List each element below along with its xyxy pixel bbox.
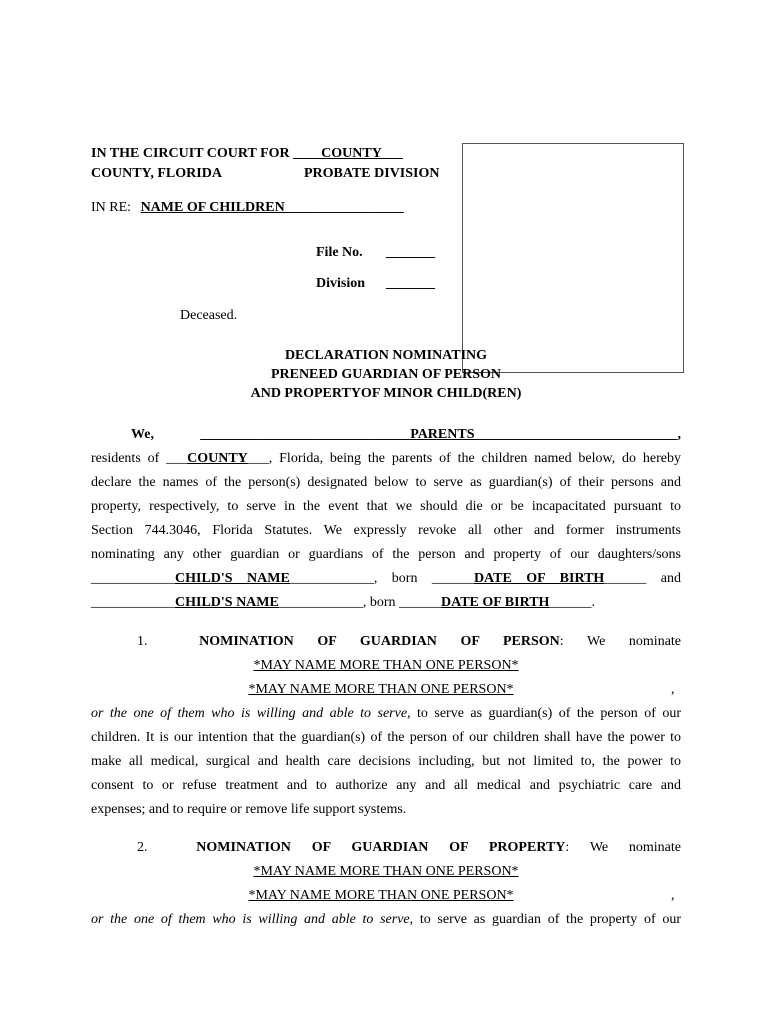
- county-field: COUNTY: [321, 146, 382, 161]
- person-nominee-line-1: *MAY NAME MORE THAN ONE PERSON*: [253, 658, 519, 673]
- section-2-heading: NOMINATION OF GUARDIAN OF PROPERTY: [196, 840, 566, 855]
- file-no-label: File No.: [316, 245, 363, 260]
- probate-division-label: PROBATE DIVISION: [304, 166, 440, 181]
- person-nominee-line-2: *MAY NAME MORE THAN ONE PERSON* ,: [248, 682, 675, 697]
- children-name-field: NAME OF CHILDREN: [140, 200, 285, 215]
- file-no-field: _______: [386, 245, 435, 260]
- section-1-heading: NOMINATION OF GUARDIAN OF PERSON: [199, 634, 560, 649]
- child-1-dob-field: DATE OF BIRTH: [473, 571, 605, 586]
- division-label: Division: [316, 276, 366, 291]
- court-caption-line1: IN THE CIRCUIT COURT FOR ____COUNTY___: [91, 146, 403, 161]
- deceased-label: Deceased.: [180, 308, 238, 323]
- residents-county-field: COUNTY: [187, 451, 248, 466]
- child-1-name-field: CHILD'S NAME: [175, 571, 290, 586]
- division-field: _______: [386, 276, 435, 291]
- intro-paragraph: We, ______________________________PARENTS_____________________________, residents of ___COUNTY___, Florida, being the parents of the children named below, do hereby declare the names of the person(s) designated below to serve as guardian(s) of their persons and property, respectively, to serve in the event that we should die or be incapacitated pursuant to Section 744.3046, Florida Statutes. We expressly revoke all other and former instruments nominating any other guardian or guardians of the person and property of our daughters/sons ____________CHILD'S NAME____________, born ______DATE OF BIRTH______ and ____________CHILD'S NAME____________, born ______DATE OF BIRTH______.: [91, 423, 681, 615]
- child-2-dob-field: DATE OF BIRTH: [441, 595, 550, 610]
- property-nominee-line-2: *MAY NAME MORE THAN ONE PERSON* ,: [248, 888, 675, 903]
- section-2-guardian-of-property: 2. NOMINATION OF GUARDIAN OF PROPERTY: We nominate *MAY NAME MORE THAN ONE PERSON* *MAY NAME MORE THAN ONE PERSON* , or the one of them who is willing and able to serve, to serve as guardian of the property of our: [91, 840, 681, 927]
- document-title: DECLARATION NOMINATING PRENEED GUARDIAN OF PERSON AND PROPERTYOF MINOR CHILD(REN): [250, 348, 522, 401]
- property-nominee-line-1: *MAY NAME MORE THAN ONE PERSON*: [253, 864, 519, 879]
- in-re-line: IN RE: NAME OF CHILDREN_________________: [91, 200, 404, 215]
- child-1-line: ____________CHILD'S NAME____________, born ______DATE OF BIRTH______ and: [91, 571, 681, 586]
- section-1-guardian-of-person: 1. NOMINATION OF GUARDIAN OF PERSON: We nominate *MAY NAME MORE THAN ONE PERSON* *MAY NAME MORE THAN ONE PERSON* , or the one of them who is willing and able to serve, to serve as guardian(s) of the person of our children. It is our intention that the guardian(s) of the person of our children shall have the power to make all medical, surgical and health care decisions including, but not limited to, the power to consent to or refuse treatment and to authorize any and all medical and psychiatric care and expenses; and to require or remove life support systems.: [91, 634, 682, 817]
- child-2-name-field: CHILD'S NAME: [175, 595, 279, 610]
- child-2-line: ____________CHILD'S NAME____________, born ______DATE OF BIRTH______.: [91, 595, 595, 610]
- filing-stamp-box: [462, 143, 684, 373]
- parents-field: PARENTS: [410, 427, 475, 442]
- county-florida-label: COUNTY, FLORIDA: [91, 166, 222, 181]
